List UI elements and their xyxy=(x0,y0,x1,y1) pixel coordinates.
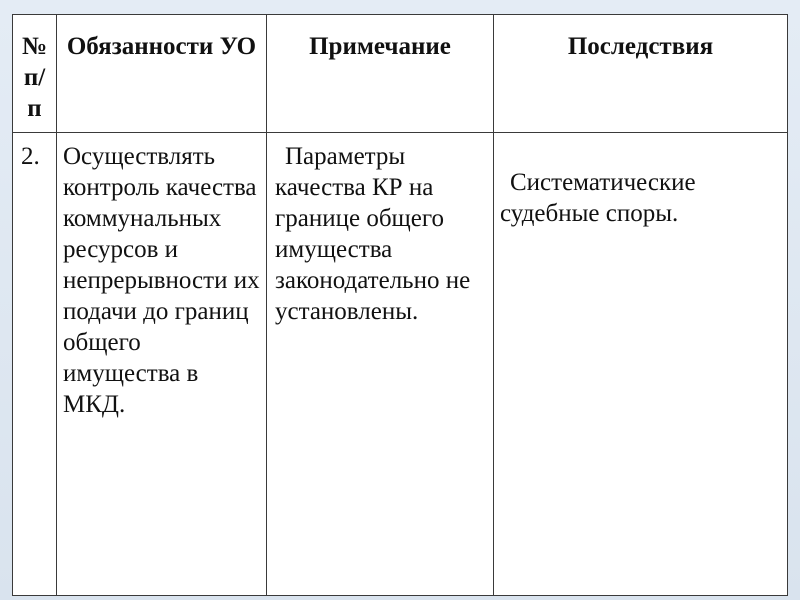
obligations-table xyxy=(12,14,788,596)
header-duties-label: Обязанности УО xyxy=(66,33,257,60)
table-row xyxy=(13,133,788,596)
header-number-label: № п/п xyxy=(21,33,48,122)
header-cell-note xyxy=(267,15,494,133)
table-header-row xyxy=(13,15,788,133)
header-cell-duties xyxy=(57,15,267,133)
header-consequences-label: Последствия xyxy=(567,33,714,60)
header-cell-number xyxy=(13,15,57,133)
row-note-cell xyxy=(267,133,494,596)
header-note-label: Примечание xyxy=(309,33,451,60)
row-note-text: Параметры качества КР на границе общего имущества законодательно не установлены. xyxy=(275,143,471,325)
row-consequence-text: Систематические судебные споры. xyxy=(500,169,696,227)
row-number-cell xyxy=(13,133,57,596)
header-cell-consequences xyxy=(494,15,788,133)
row-duty-text: Осуществлять контроль качества коммунальных ресурсов и непрерывности их подачи до границ общего имущества в МКД. xyxy=(63,143,260,418)
row-number: 2. xyxy=(21,143,40,170)
row-duty-cell xyxy=(57,133,267,596)
row-consequence-cell xyxy=(494,133,788,596)
